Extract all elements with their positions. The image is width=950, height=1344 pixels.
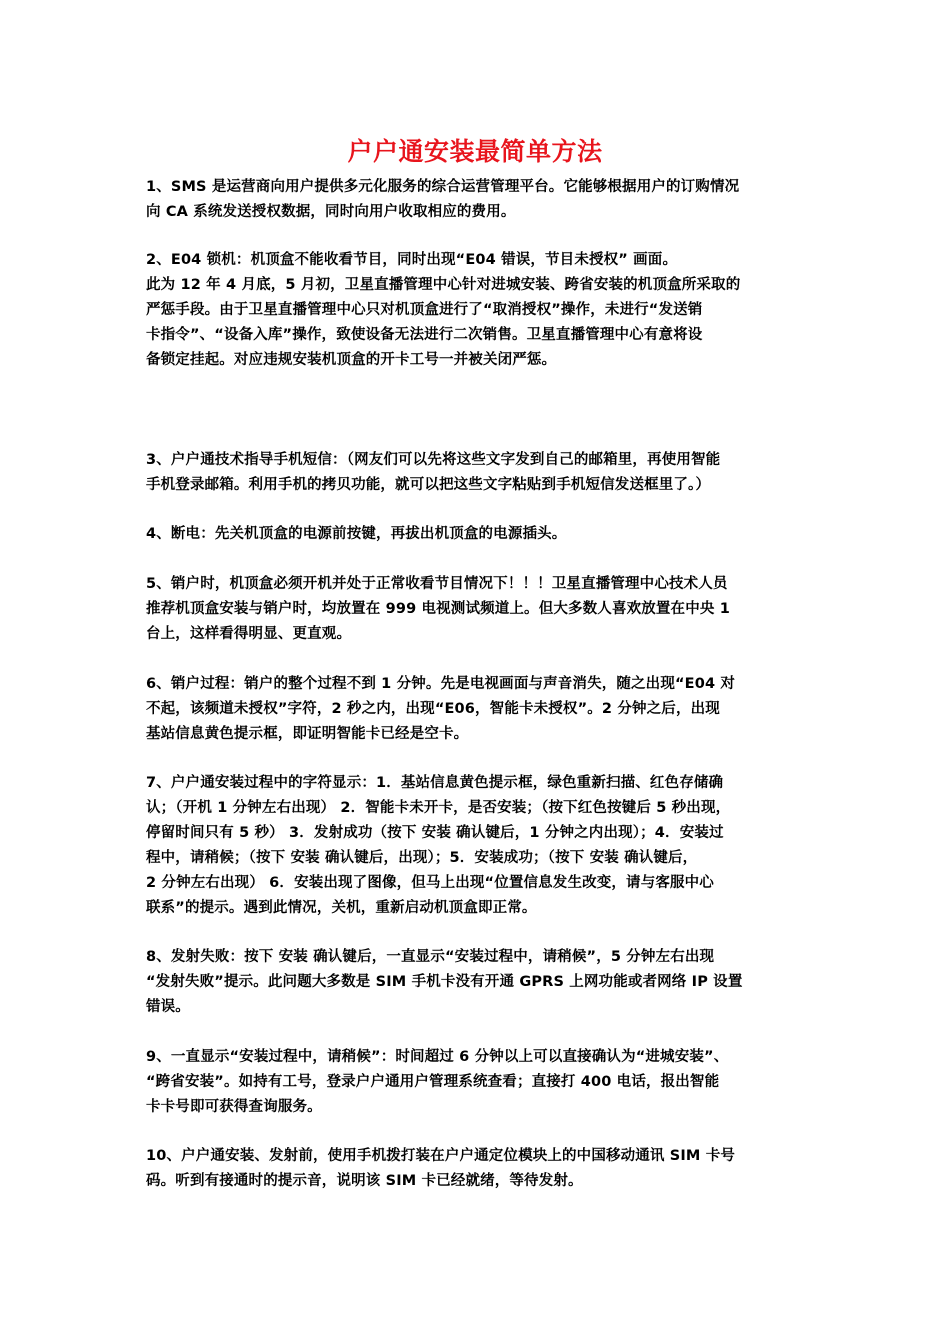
- paragraph-3: [146, 448, 816, 498]
- paragraph-line: 7、户户通安装过程中的字符显示：1．基站信息黄色提示框，绿色重新扫描、红色存储确: [146, 775, 724, 791]
- paragraph-line: 严惩手段。由于卫星直播管理中心只对机顶盒进行了“取消授权”操作，未进行“发送销: [146, 302, 703, 318]
- paragraph-line: 4、断电：先关机顶盒的电源前按键，再拔出机顶盒的电源插头。: [146, 526, 567, 542]
- paragraph-line: 此为 12 年 4 月底，5 月初，卫星直播管理中心针对进城安装、跨省安装的机顶盒所采取的: [146, 277, 741, 293]
- paragraph-line: 5、销户时，机顶盒必须开机并处于正常收看节目情况下！！！卫星直播管理中心技术人员: [146, 576, 728, 592]
- paragraph-line: 认；（开机 1 分钟左右出现） 2．智能卡未开卡，是否安装；（按下红色按键后 5 秒出现，: [146, 800, 731, 816]
- paragraph-line: 10、户户通安装、发射前，使用手机拨打装在户户通定位模块上的中国移动通讯 SIM 卡号: [146, 1148, 735, 1164]
- paragraph-line: 台上，这样看得明显、更直观。: [146, 626, 352, 642]
- paragraph-line: 2、E04 锁机：机顶盒不能收看节目，同时出现“E04 错误，节目未授权” 画面。: [146, 252, 678, 268]
- paragraph-line: 推荐机顶盒安装与销户时，均放置在 999 电视测试频道上。但大多数人喜欢放置在中央 1: [146, 601, 730, 617]
- paragraph-line: 9、一直显示“安装过程中，请稍候”：时间超过 6 分钟以上可以直接确认为“进城安装”、: [146, 1049, 729, 1065]
- paragraph-line: 1、SMS 是运营商向用户提供多元化服务的综合运营管理平台。它能够根据用户的订购情况: [146, 179, 740, 195]
- paragraph-line: 备锁定挂起。对应违规安装机顶盒的开卡工号一并被关闭严惩。: [146, 352, 557, 368]
- paragraph-line: 3、户户通技术指导手机短信：（网友们可以先将这些文字发到自己的邮箱里，再使用智能: [146, 452, 721, 468]
- paragraph-line: 联系”的提示。遇到此情况，关机，重新启动机顶盒即正常。: [146, 900, 537, 916]
- paragraph-line: “发射失败”提示。此问题大多数是 SIM 手机卡没有开通 GPRS 上网功能或者网络 IP 设置: [146, 974, 743, 990]
- paragraph-4: [146, 522, 816, 547]
- paragraph-8: [146, 945, 816, 1020]
- paragraph-line: 码。听到有接通时的提示音，说明该 SIM 卡已经就绪，等待发射。: [146, 1173, 583, 1189]
- paragraph-line: 基站信息黄色提示框，即证明智能卡已经是空卡。: [146, 726, 469, 742]
- paragraph-10: [146, 1144, 816, 1194]
- paragraph-9: [146, 1045, 816, 1120]
- paragraph-line: 错误。: [146, 999, 190, 1015]
- paragraph-5: [146, 572, 816, 647]
- paragraph-line: 卡指令”、“设备入库”操作，致使设备无法进行二次销售。卫星直播管理中心有意将设: [146, 327, 703, 343]
- paragraph-line: 程中，请稍候；（按下 安装 确认键后，出现）；5．安装成功；（按下 安装 确认键后，: [146, 850, 698, 866]
- paragraph-7: [146, 771, 816, 921]
- paragraph-6: [146, 672, 816, 747]
- paragraph-line: 向 CA 系统发送授权数据，同时向用户收取相应的费用。: [146, 204, 516, 220]
- paragraph-line: 手机登录邮箱。利用手机的拷贝功能，就可以把这些文字粘贴到手机短信发送框里了。）: [146, 477, 711, 493]
- paragraph-line: 8、发射失败：按下 安装 确认键后，一直显示“安装过程中，请稍候”，5 分钟左右出现: [146, 949, 715, 965]
- paragraph-line: 6、销户过程：销户的整个过程不到 1 分钟。先是电视画面与声音消失，随之出现“E04 对: [146, 676, 736, 692]
- page-title: 户户通安装最简单方法: [347, 137, 603, 166]
- paragraph-line: 不起，该频道未授权”字符，2 秒之内，出现“E06，智能卡未授权”。2 分钟之后，出现: [146, 701, 720, 717]
- paragraph-1: [146, 175, 816, 225]
- paragraph-line: “跨省安装”。如持有工号，登录户户通用户管理系统查看；直接打 400 电话，报出智能: [146, 1074, 720, 1090]
- paragraph-2: [146, 248, 816, 373]
- paragraph-line: 停留时间只有 5 秒） 3．发射成功（按下 安装 确认键后，1 分钟之内出现）；4．安装过: [146, 825, 724, 841]
- paragraph-line: 卡卡号即可获得查询服务。: [146, 1099, 322, 1115]
- paragraph-line: 2 分钟左右出现） 6．安装出现了图像，但马上出现“位置信息发生改变，请与客服中心: [146, 875, 714, 891]
